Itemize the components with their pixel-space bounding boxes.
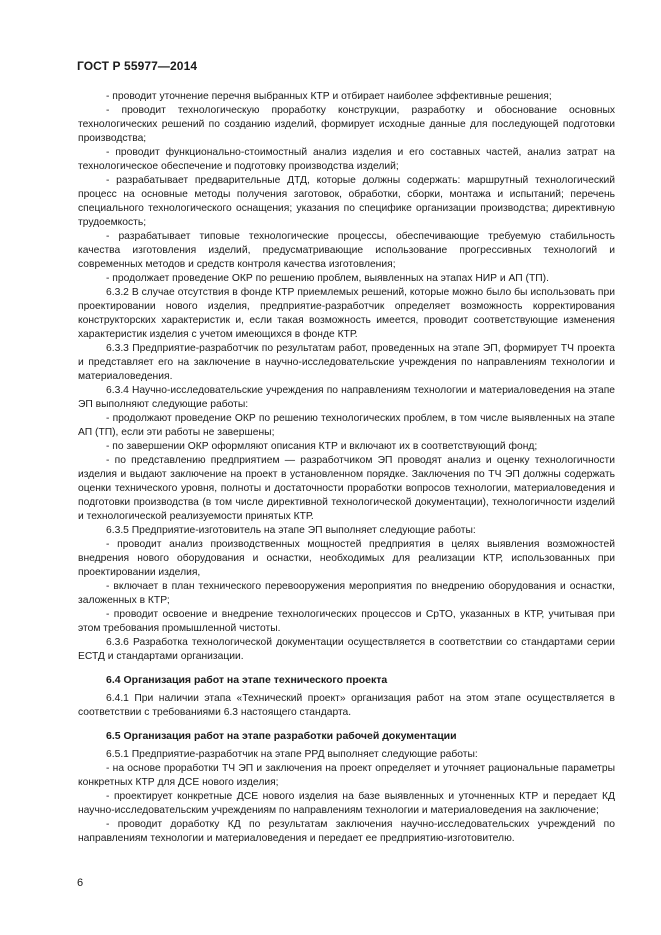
paragraph: 6.3.3 Предприятие-разработчик по результатам работ, проведенных на этапе ЭП, формирует ТЧ проекта и представляет его на заключение в научно-исследовательские учреждения по направлениям технологии и материаловедения. [78,343,615,382]
paragraph: - по завершении ОКР оформляют описания КТР и включают их в соответствующий фонд; [106,441,538,452]
paragraph: - проводит технологическую проработку конструкции, разработку и обоснование основных технологических решений по созданию изделий, формирует исходные данные для последующей подготовки производства; [78,105,615,144]
paragraph: - проводит анализ производственных мощностей предприятия в целях выявления возможностей внедрения нового оборудования и оснастки, необходимых для реализации КТР, использованных при проектировании изделия, [78,539,615,578]
paragraph: - проводит уточнение перечня выбранных КТР и отбирает наиболее эффективные решения; [106,91,552,102]
section-heading-6-5: 6.5 Организация работ на этапе разработки рабочей документации [106,730,457,742]
paragraph: 6.3.4 Научно-исследовательские учреждения по направлениям технологии и материаловедения на этапе ЭП выполняют следующие работы: [78,385,615,410]
paragraph: 6.3.2 В случае отсутствия в фонде КТР приемлемых решений, которые можно было бы использовать при проектировании нового изделия, предприятие-разработчик определяет возможность корректирования конструкторских характеристик и, если такая возможность имеется, проводит соответствующие изменения характеристик изделия с учетом имеющихся в фонде КТР. [78,287,615,340]
section-heading-6-4: 6.4 Организация работ на этапе технического проекта [106,674,388,686]
paragraph: 6.3.5 Предприятие-изготовитель на этапе ЭП выполняет следующие работы: [106,525,476,536]
paragraph: - разрабатывает типовые технологические процессы, обеспечивающие требуемую стабильность качества изготовления изделий, предусматривающие использование прогрессивных технологий и современных методов и средств контроля качества изготовления; [78,231,615,270]
page-number: 6 [77,877,84,889]
paragraph: - на основе проработки ТЧ ЭП и заключения на проект определяет и уточняет рациональные параметры конкретных КТР для ДСЕ нового изделия; [78,763,615,788]
paragraph: - проводит освоение и внедрение технологических процессов и СрТО, указанных в КТР, учитывая при этом требования промышленной чистоты. [78,609,615,634]
document-header-code: ГОСТ Р 55977—2014 [77,59,198,73]
paragraph: - проводит доработку КД по результатам заключения научно-исследовательских учреждений по направлениям технологии и материаловедения и передает ее предприятию-изготовителю. [78,819,615,844]
paragraph: - проводит функционально-стоимостный анализ изделия и его составных частей, анализ затрат на технологическое обеспечение и подготовку производства изделий; [78,147,615,172]
paragraph: 6.3.6 Разработка технологической документации осуществляется в соответствии со стандартами серии ЕСТД и стандартами организации. [78,637,615,662]
paragraph: - продолжает проведение ОКР по решению проблем, выявленных на этапах НИР и АП (ТП). [106,273,549,284]
paragraph: - включает в план технического перевооружения мероприятия по внедрению оборудования и оснастки, заложенных в КТР; [78,581,615,606]
paragraph: - продолжают проведение ОКР по решению технологических проблем, в том числе выявленных на этапе АП (ТП), если эти работы не завершены; [78,413,615,438]
paragraph: - разрабатывает предварительные ДТД, которые должны содержать: маршрутный технологический процесс на основные методы получения заготовок, обработки, сборки, монтажа и испытаний; перечень специального технологического оснащения; указания по специфике организации производства; директивную трудоемкость; [78,175,615,228]
paragraph: 6.5.1 Предприятие-разработчик на этапе РРД выполняет следующие работы: [106,749,478,760]
paragraph: - проектирует конкретные ДСЕ нового изделия на базе выявленных и уточненных КТР и передает КД научно-исследовательским учреждениям по направлениям технологии и материаловедения на заключение; [78,791,615,816]
paragraph: - по представлению предприятием — разработчиком ЭП проводят анализ и оценку технологичности изделия и выдают заключение на проект в установленном порядке. Заключения по ТЧ ЭП должны содержать оценки технического уровня, полноты и достаточности проработки вопросов технологии, материаловедения и подготовки производства (в том числе директивной технологической документации), технологичности изделий и технологической реализуемости принятых КТР. [78,455,615,522]
paragraph: 6.4.1 При наличии этапа «Технический проект» организация работ на этом этапе осуществляется в соответствии с требованиями 6.3 настоящего стандарта. [78,693,615,718]
document-body [78,90,615,846]
